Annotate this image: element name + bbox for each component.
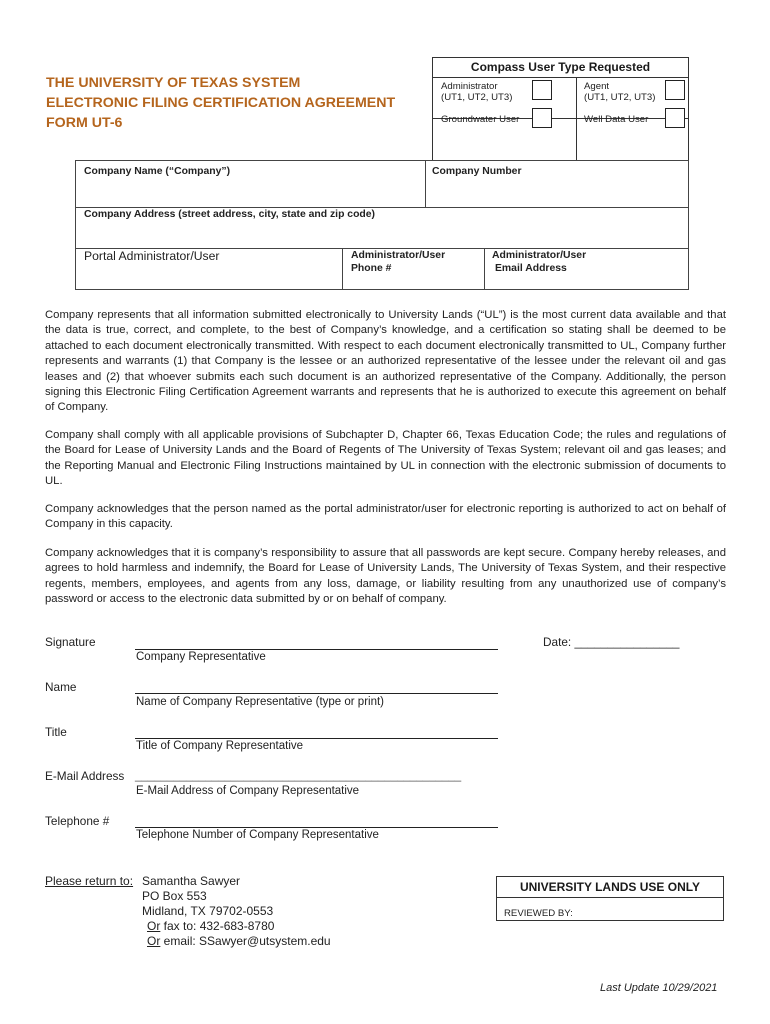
admin-email-field[interactable] bbox=[492, 249, 586, 275]
admin-email-label-line-2: Email Address bbox=[495, 263, 567, 274]
return-fax bbox=[142, 919, 331, 934]
agent-checkbox[interactable] bbox=[665, 80, 685, 100]
well-data-checkbox[interactable] bbox=[665, 108, 685, 128]
company-number-field[interactable]: Company Number bbox=[432, 166, 522, 177]
fax-number: fax to: 432-683-8780 bbox=[160, 919, 275, 933]
email-caption: E-Mail Address of Company Representative bbox=[136, 785, 360, 797]
title-line-3: FORM UT-6 bbox=[46, 115, 123, 131]
paragraph-compliance: Company shall comply with all applicable provisions of Subchapter D, Chapter 66, Texas Education Code; the rules and regulations of the Board for Lease of University Lands and the Board of Regents of The University of Texas System; relevant oil and gas leases; and the Reporting Manual and Electronic Filing Instructions maintained by UL in connection with the electronic submission of documents to UL. bbox=[45, 429, 726, 488]
telephone-caption: Telephone Number of Company Representative bbox=[136, 829, 379, 841]
admin-phone-label-line-2: Phone # bbox=[351, 263, 392, 274]
groundwater-label: Groundwater User bbox=[441, 114, 520, 125]
fax-or: Or bbox=[147, 919, 161, 933]
user-type-box bbox=[432, 57, 689, 161]
title-line-1: THE UNIVERSITY OF TEXAS SYSTEM bbox=[46, 75, 301, 91]
name-caption: Name of Company Representative (type or print) bbox=[136, 696, 384, 708]
email-address: email: SSawyer@utsystem.edu bbox=[160, 934, 331, 948]
signature-caption: Company Representative bbox=[136, 651, 266, 663]
company-address-field[interactable]: Company Address (street address, city, state and zip code) bbox=[84, 209, 376, 220]
form-title bbox=[46, 73, 426, 133]
paragraph-portal-admin: Company acknowledges that the person named as the portal administrator/user for electronic reporting is authorized to act on behalf of Company in this capacity. bbox=[45, 503, 726, 531]
administrator-label-line-2: (UT1, UT2, UT3) bbox=[441, 92, 513, 103]
groundwater-checkbox[interactable] bbox=[532, 108, 552, 128]
company-name-field[interactable]: Company Name (“Company”) bbox=[84, 166, 231, 177]
title-line-2: ELECTRONIC FILING CERTIFICATION AGREEMENT bbox=[46, 95, 396, 111]
university-lands-use-box bbox=[496, 876, 724, 921]
portal-admin-field[interactable]: Portal Administrator/User bbox=[84, 249, 220, 263]
table-divider bbox=[484, 248, 485, 290]
return-label: Please return to: bbox=[45, 874, 134, 888]
email-line[interactable]: ___________________________________________________ bbox=[135, 770, 462, 782]
title-caption: Title of Company Representative bbox=[136, 740, 304, 752]
administrator-label-line-1: Administrator bbox=[441, 81, 498, 92]
administrator-checkbox[interactable] bbox=[532, 80, 552, 100]
table-divider bbox=[425, 161, 426, 207]
email-or: Or bbox=[147, 934, 161, 948]
admin-phone-field[interactable] bbox=[351, 249, 445, 275]
admin-email-label-line-1: Administrator/User bbox=[492, 250, 587, 261]
return-address bbox=[142, 874, 331, 949]
agent-label-line-1: Agent bbox=[584, 81, 610, 92]
email-label: E-Mail Address bbox=[45, 769, 125, 783]
company-info-table bbox=[75, 160, 689, 290]
telephone-line[interactable] bbox=[135, 827, 498, 828]
user-type-heading: Compass User Type Requested bbox=[433, 58, 688, 78]
agent-label-line-2: (UT1, UT2, UT3) bbox=[584, 92, 656, 103]
title-line[interactable] bbox=[135, 738, 498, 739]
ul-use-heading: UNIVERSITY LANDS USE ONLY bbox=[497, 877, 723, 898]
administrator-label bbox=[441, 81, 512, 103]
reviewed-by-field[interactable]: REVIEWED BY: bbox=[504, 908, 573, 919]
name-line[interactable] bbox=[135, 693, 498, 694]
title-label: Title bbox=[45, 725, 67, 739]
table-divider bbox=[342, 248, 343, 290]
return-po-box: PO Box 553 bbox=[142, 889, 207, 903]
admin-phone-label-line-1: Administrator/User bbox=[351, 250, 446, 261]
return-city: Midland, TX 79702-0553 bbox=[142, 904, 274, 918]
paragraph-passwords: Company acknowledges that it is company’s responsibility to assure that all passwords are kept secure. Company hereby releases, and agrees to hold harmless and indemnify, the Board for Lease of University Lands, The University of Texas System, and their respective regents, members, employees, and agents from any loss, damage, or liability resulting from any unauthorized use of company’s password or access to the electronic data submitted by or on behalf of company. bbox=[45, 547, 726, 606]
paragraph-representations: Company represents that all information submitted electronically to University Lands (“UL”) is the most current data available and that the data is true, correct, and complete, to the best of Company’s knowledge, and a certification so stating shall be deemed to be attached to each document electronically transmitted. With respect to each document electronically transmitted to UL, Company further represents and warrants (1) that Company is the lessee or an authorized representative of the lessee under the relevant oil and gas leases and (2) that whoever submits each such document is an authorized representative of the Company. Additionally, the person signing this Electronic Filing Certification Agreement warrants and represents that he is authorized to execute this agreement on behalf of Company. bbox=[45, 309, 726, 414]
return-email bbox=[142, 934, 331, 949]
agent-label bbox=[584, 81, 655, 103]
user-type-divider bbox=[576, 77, 577, 161]
telephone-label: Telephone # bbox=[45, 814, 110, 828]
signature-label: Signature bbox=[45, 635, 96, 649]
last-update: Last Update 10/29/2021 bbox=[600, 982, 718, 994]
name-label: Name bbox=[45, 680, 77, 694]
return-name: Samantha Sawyer bbox=[142, 874, 241, 888]
well-data-label: Well Data User bbox=[584, 114, 649, 125]
date-field[interactable]: Date: ________________ bbox=[543, 635, 680, 649]
signature-line[interactable] bbox=[135, 649, 498, 650]
